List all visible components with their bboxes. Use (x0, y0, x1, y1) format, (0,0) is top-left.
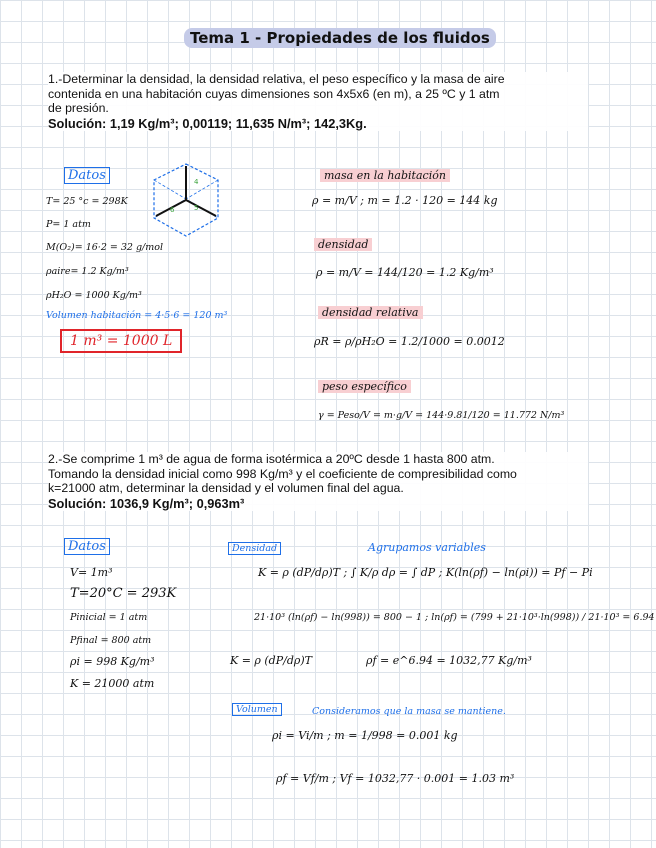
problem-2-statement (48, 452, 588, 511)
eq-volumen-final: ρf = Vf/m ; Vf = 1032,77 · 0.001 = 1.03 m³ (276, 772, 515, 785)
consideramos-note: Consideramos que la masa se mantiene. (312, 706, 506, 717)
problem-1-line: contenida en una habitación cuyas dimensiones son 4x5x6 (en m), a 25 ºC y 1 atm (48, 86, 500, 101)
eq-compresibilidad: K = ρ (dP/dρ)T ; ∫ K/ρ dρ = ∫ dP ; K(ln(ρf) − ln(ρi)) = Pf − Pi (258, 566, 593, 579)
dato-p-inicial: Pinicial = 1 atm (70, 612, 148, 623)
dato-p-final: Pfinal = 800 atm (70, 635, 152, 646)
problem-1-line: de presión. (48, 101, 109, 115)
dato-volume: V= 1m³ (70, 566, 113, 579)
dato-rho-inicial: ρi = 998 Kg/m³ (70, 655, 155, 668)
datos-label-1: Datos (64, 167, 110, 184)
eq-masa-agua: ρi = Vi/m ; m = 1/998 = 0.001 kg (272, 729, 458, 742)
svg-text:5: 5 (194, 204, 199, 212)
eq-densidad-relativa: ρR = ρ/ρH₂O = 1.2/1000 = 0.0012 (314, 335, 505, 348)
eq-densidad: ρ = m/V = 144/120 = 1.2 Kg/m³ (316, 266, 494, 279)
problem-1-solution: Solución: 1,19 Kg/m³; 0,00119; 11,635 N/m³; 142,3Kg. (48, 115, 367, 131)
heading-masa: masa en la habitación (320, 169, 450, 182)
problem-2-line: 2.-Se comprime 1 m³ de agua de forma isotérmica a 20ºC desde 1 hasta 800 atm. (48, 452, 495, 466)
dato-molar-mass: M(O₂)= 16·2 = 32 g/mol (46, 242, 164, 253)
page-title: Tema 1 - Propiedades de los fluidos (184, 28, 496, 48)
volume-note: Volumen habitación = 4·5·6 = 120 m³ (46, 310, 228, 321)
dato-temperature: T= 25 °c = 298K (46, 196, 128, 207)
dato-k: K = 21000 atm (70, 677, 155, 690)
volume-conversion-box: 1 m³ = 1000 L (60, 329, 182, 353)
eq-densidad-final: ρf = e^6.94 = 1032,77 Kg/m³ (366, 654, 532, 667)
heading-densidad: densidad (314, 238, 372, 251)
volumen-label: Volumen (232, 703, 282, 716)
dato-temperature-2: T=20°C = 293K (70, 586, 177, 601)
heading-densidad-relativa: densidad relativa (318, 306, 423, 319)
heading-peso-especifico: peso específico (318, 380, 411, 393)
problem-2-solution: Solución: 1036,9 Kg/m³; 0,963m³ (48, 495, 245, 511)
eq-logaritmo: 21·10³ (ln(ρf) − ln(998)) = 800 − 1 ; ln(ρf) = (799 + 21·10³·ln(998)) / 21·10³ = 6.94 (254, 612, 655, 623)
eq-masa: ρ = m/V ; m = 1.2 · 120 = 144 kg (312, 194, 498, 207)
svg-text:6: 6 (170, 206, 175, 214)
densidad-label: Densidad (228, 542, 281, 555)
svg-text:4: 4 (194, 178, 199, 186)
problem-1-line: 1.-Determinar la densidad, la densidad relativa, el peso específico y la masa de aire (48, 72, 505, 86)
agrupamos-note: Agrupamos variables (368, 541, 486, 554)
problem-2-line: Tomando la densidad inicial como 998 Kg/m³ y el coeficiente de compresibilidad como (48, 466, 517, 481)
eq-peso-especifico: γ = Peso/V = m·g/V = 144·9.81/120 = 11.772 N/m³ (318, 410, 565, 421)
dato-pressure: P= 1 atm (46, 219, 91, 230)
room-cube-sketch (150, 160, 222, 240)
problem-1-statement (48, 72, 588, 131)
eq-compresibilidad-2: K = ρ (dP/dρ)T (230, 654, 312, 667)
dato-water-density: ρH₂O = 1000 Kg/m³ (46, 290, 142, 301)
dato-air-density: ρaire= 1.2 Kg/m³ (46, 266, 129, 277)
problem-2-line: k=21000 atm, determinar la densidad y el volumen final del agua. (48, 481, 404, 495)
datos-label-2: Datos (64, 538, 110, 555)
